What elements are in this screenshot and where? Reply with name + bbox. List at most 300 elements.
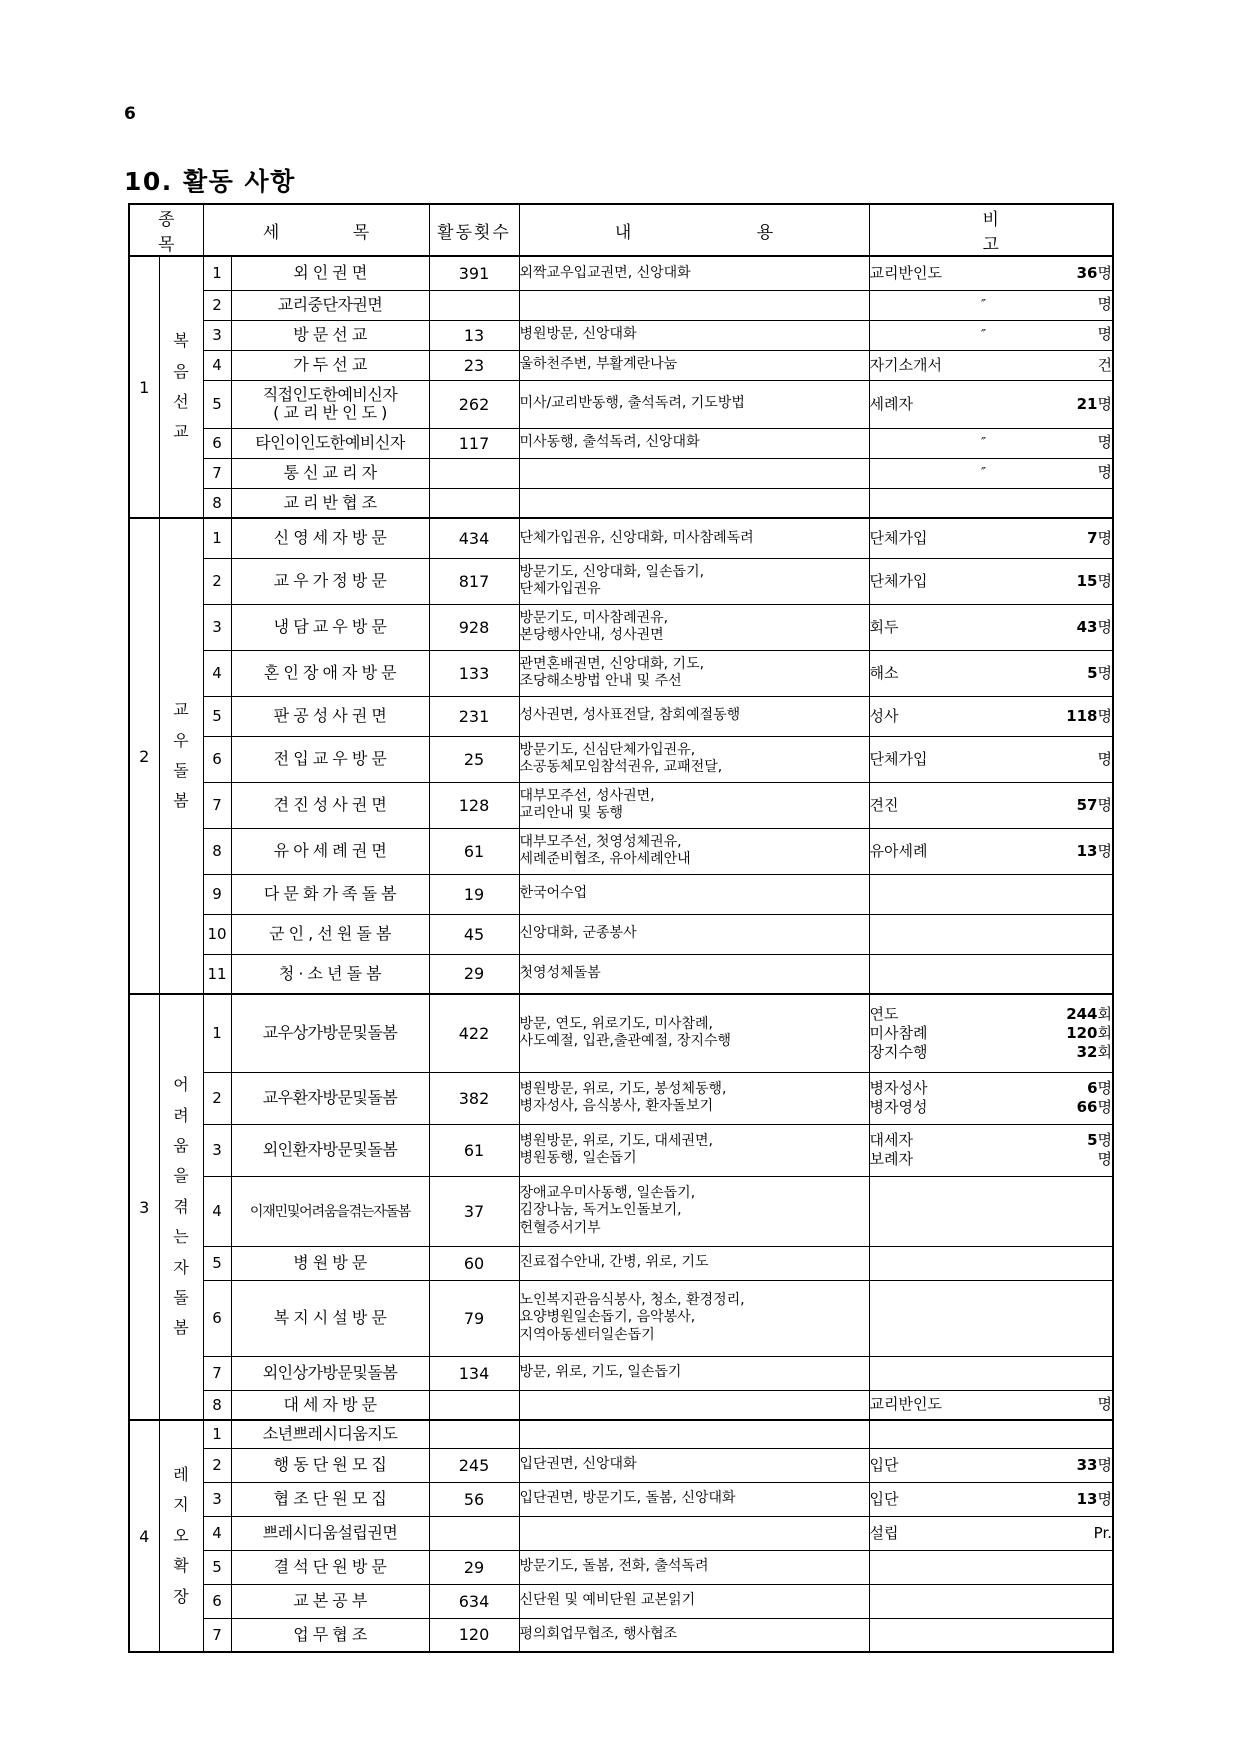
row-item-name: 직접인도한예비신자 ( 교 리 반 인 도 ) (231, 380, 429, 428)
row-note (869, 782, 1113, 828)
note-label: 성사 (869, 706, 899, 725)
row-detail: 병원방문, 위로, 기도, 대세권면, 병원동행, 일손돕기 (519, 1124, 869, 1176)
table-row (129, 1124, 1113, 1176)
row-detail (519, 1516, 869, 1550)
row-detail (519, 290, 869, 320)
row-activity-count: 133 (429, 650, 519, 696)
table-row (129, 458, 1113, 488)
note-line (870, 796, 1113, 815)
row-note (869, 696, 1113, 736)
row-number: 8 (203, 828, 231, 874)
row-number: 9 (203, 874, 231, 914)
table-row (129, 1246, 1113, 1280)
note-ditto-mark: ″ (981, 436, 986, 452)
group-category-label: 교 우 돌 봄 (173, 700, 189, 811)
table-row (129, 604, 1113, 650)
row-number: 7 (203, 1618, 231, 1652)
row-item-name: 대 세 자 방 문 (231, 1390, 429, 1420)
row-number: 4 (203, 350, 231, 380)
row-item-name: 외 인 권 면 (231, 256, 429, 290)
row-activity-count: 928 (429, 604, 519, 650)
row-number: 6 (203, 428, 231, 458)
group-category-label: 어 려 움 을 겪 는 자 돌 봄 (173, 1075, 189, 1338)
note-line (870, 1456, 1113, 1475)
row-note (869, 428, 1113, 458)
row-number: 4 (203, 1176, 231, 1246)
row-detail (519, 1390, 869, 1420)
row-activity-count: 61 (429, 828, 519, 874)
row-activity-count: 434 (429, 518, 519, 558)
row-detail: 단체가입권유, 신앙대화, 미사참례독려 (519, 518, 869, 558)
row-item-name: 타인이인도한예비신자 (231, 428, 429, 458)
note-value: 118명 (1066, 706, 1112, 725)
table-row (129, 696, 1113, 736)
group-number: 2 (129, 518, 159, 994)
row-item-name: 교 본 공 부 (231, 1584, 429, 1618)
note-label: 견진 (869, 795, 899, 814)
row-detail: 방문기도, 신앙대화, 일손돕기, 단체가입권유 (519, 558, 869, 604)
row-activity-count: 634 (429, 1584, 519, 1618)
table-row (129, 1390, 1113, 1420)
note-label: 교리반인도 (869, 1395, 942, 1414)
row-item-name: 협 조 단 원 모 집 (231, 1482, 429, 1516)
group-category (159, 518, 203, 994)
row-detail: 입단권면, 신앙대화 (519, 1448, 869, 1482)
row-number: 1 (203, 518, 231, 558)
row-detail (519, 1420, 869, 1448)
row-note (869, 1246, 1113, 1280)
row-activity-count: 128 (429, 782, 519, 828)
note-label: 회두 (869, 617, 899, 636)
row-note (869, 290, 1113, 320)
note-value: 명 (1097, 1150, 1112, 1168)
note-value: 명 (1097, 1395, 1112, 1414)
note-label: 자기소개서 (869, 355, 942, 374)
row-detail: 노인복지관음식봉사, 청소, 환경정리, 요양병원일손돕기, 음악봉사, 지역아동센터일손돕기 (519, 1280, 869, 1356)
note-line (870, 1490, 1113, 1509)
row-note (869, 1584, 1113, 1618)
row-item-name: 견 진 성 사 권 면 (231, 782, 429, 828)
row-activity-count (429, 458, 519, 488)
note-line (870, 1005, 1113, 1024)
row-activity-count: 134 (429, 1356, 519, 1390)
row-number: 6 (203, 1584, 231, 1618)
note-ditto-mark: ″ (981, 328, 986, 344)
table-row (129, 1356, 1113, 1390)
table-header (129, 204, 1113, 256)
row-note (869, 914, 1113, 954)
row-detail: 입단권면, 방문기도, 돌봄, 신앙대화 (519, 1482, 869, 1516)
row-number: 3 (203, 1482, 231, 1516)
row-number: 1 (203, 994, 231, 1072)
row-activity-count: 19 (429, 874, 519, 914)
row-detail: 한국어수업 (519, 874, 869, 914)
note-value: 120회 (1066, 1023, 1112, 1042)
row-activity-count: 422 (429, 994, 519, 1072)
note-value: 7명 (1087, 528, 1112, 547)
note-label: 설립 (869, 1523, 899, 1542)
row-note (869, 1618, 1113, 1652)
row-detail: 방문기도, 돌봄, 전화, 출석독려 (519, 1550, 869, 1584)
table-row (129, 1280, 1113, 1356)
row-note (869, 518, 1113, 558)
header-item: 세 목 (203, 204, 429, 256)
note-label: 교리반인도 (869, 263, 942, 282)
row-number: 6 (203, 736, 231, 782)
row-activity-count: 45 (429, 914, 519, 954)
row-number: 3 (203, 320, 231, 350)
note-line (870, 1098, 1113, 1117)
note-value: 5명 (1087, 663, 1112, 682)
row-item-name: 외인상가방문및돌봄 (231, 1356, 429, 1390)
row-item-name: 유 아 세 례 권 면 (231, 828, 429, 874)
row-number: 10 (203, 914, 231, 954)
row-number: 11 (203, 954, 231, 994)
row-activity-count: 29 (429, 1550, 519, 1584)
row-note (869, 874, 1113, 914)
note-label: 연도 (869, 1005, 899, 1024)
note-line (870, 664, 1113, 683)
group-number: 1 (129, 256, 159, 518)
note-label: 단체가입 (869, 571, 928, 590)
row-detail: 방문기도, 신심단체가입권유, 소공동체모임참석권유, 교패전달, (519, 736, 869, 782)
row-number: 1 (203, 256, 231, 290)
row-note (869, 1482, 1113, 1516)
row-item-name: 소년쁘레시디움지도 (231, 1420, 429, 1448)
group-category (159, 256, 203, 518)
row-detail: 진료접수안내, 간병, 위로, 기도 (519, 1246, 869, 1280)
row-activity-count: 23 (429, 350, 519, 380)
row-item-name: 가 두 선 교 (231, 350, 429, 380)
note-line (870, 618, 1113, 637)
table-row (129, 1550, 1113, 1584)
note-value: 15명 (1076, 571, 1112, 590)
table-row (129, 1618, 1113, 1652)
row-note (869, 380, 1113, 428)
row-activity-count: 231 (429, 696, 519, 736)
table-row (129, 558, 1113, 604)
note-label: 장지수행 (869, 1042, 928, 1061)
row-item-name: 냉 담 교 우 방 문 (231, 604, 429, 650)
row-note (869, 1390, 1113, 1420)
note-label: 미사참례 (869, 1023, 928, 1042)
page-number: 6 (124, 104, 137, 124)
table-row (129, 290, 1113, 320)
row-note (869, 1176, 1113, 1246)
note-line (870, 295, 1113, 314)
row-number: 5 (203, 1550, 231, 1584)
note-value: 36명 (1076, 263, 1112, 282)
row-detail: 대부모주선, 성사권면, 교리안내 및 동행 (519, 782, 869, 828)
row-item-name: 교 우 가 정 방 문 (231, 558, 429, 604)
row-number: 3 (203, 604, 231, 650)
note-label: 단체가입 (869, 528, 928, 547)
row-activity-count: 120 (429, 1618, 519, 1652)
row-detail: 미사동행, 출석독려, 신앙대화 (519, 428, 869, 458)
row-detail (519, 458, 869, 488)
row-number: 7 (203, 1356, 231, 1390)
row-detail: 평의회업무협조, 행사협조 (519, 1618, 869, 1652)
row-note (869, 1448, 1113, 1482)
row-note (869, 954, 1113, 994)
row-activity-count (429, 1420, 519, 1448)
row-activity-count: 117 (429, 428, 519, 458)
row-note (869, 1356, 1113, 1390)
note-label: 단체가입 (869, 749, 928, 768)
row-number: 8 (203, 1390, 231, 1420)
row-note (869, 1280, 1113, 1356)
page-title: 10. 활동 사항 (124, 167, 296, 196)
row-number: 5 (203, 1246, 231, 1280)
row-detail: 울하천주변, 부활계란나눔 (519, 350, 869, 380)
table-row (129, 350, 1113, 380)
row-item-name: 쁘레시디움설립권면 (231, 1516, 429, 1550)
note-value: 244회 (1066, 1005, 1112, 1024)
header-note: 비 고 (869, 204, 1113, 256)
row-note (869, 350, 1113, 380)
group-category (159, 1420, 203, 1652)
row-note (869, 1124, 1113, 1176)
table-row (129, 1516, 1113, 1550)
row-detail: 관면혼배권면, 신앙대화, 기도, 조당해소방법 안내 및 주선 (519, 650, 869, 696)
row-number: 7 (203, 458, 231, 488)
row-detail: 방문, 위로, 기도, 일손돕기 (519, 1356, 869, 1390)
row-item-name: 복 지 시 설 방 문 (231, 1280, 429, 1356)
note-line (870, 1079, 1113, 1098)
note-value: 명 (1097, 749, 1112, 768)
row-detail: 대부모주선, 첫영성체권유, 세례준비협조, 유아세례안내 (519, 828, 869, 874)
note-line (870, 1150, 1113, 1169)
row-note (869, 488, 1113, 518)
row-item-name: 업 무 협 조 (231, 1618, 429, 1652)
note-value: 32회 (1076, 1042, 1112, 1061)
activity-table (128, 203, 1114, 1653)
row-number: 1 (203, 1420, 231, 1448)
note-label: 보례자 (869, 1150, 913, 1168)
table-row (129, 1072, 1113, 1124)
table-row (129, 320, 1113, 350)
note-unit: 명 (1097, 433, 1112, 452)
row-detail: 병원방문, 신앙대화 (519, 320, 869, 350)
row-item-name: 교우환자방문및돌봄 (231, 1072, 429, 1124)
note-unit: 명 (1097, 325, 1112, 344)
table-row (129, 914, 1113, 954)
row-item-name: 이재민및어려움을겪는자돌봄 (231, 1176, 429, 1246)
table-row (129, 1176, 1113, 1246)
table-row (129, 650, 1113, 696)
row-note (869, 256, 1113, 290)
row-detail: 신단원 및 예비단원 교본읽기 (519, 1584, 869, 1618)
row-item-name: 교 리 반 협 조 (231, 488, 429, 518)
row-item-name: 방 문 선 교 (231, 320, 429, 350)
group-category-label: 레 지 오 확 장 (173, 1465, 189, 1606)
table-row (129, 994, 1113, 1072)
note-line (870, 325, 1113, 344)
header-detail: 내 용 (519, 204, 869, 256)
row-note (869, 558, 1113, 604)
note-line (870, 1043, 1113, 1062)
row-number: 7 (203, 782, 231, 828)
row-item-name: 판 공 성 사 권 면 (231, 696, 429, 736)
row-item-name: 행 동 단 원 모 집 (231, 1448, 429, 1482)
row-detail: 신앙대화, 군종봉사 (519, 914, 869, 954)
group-number: 3 (129, 994, 159, 1420)
note-label: 세례자 (869, 394, 913, 413)
note-line (870, 1131, 1113, 1150)
row-number: 2 (203, 1448, 231, 1482)
row-activity-count: 391 (429, 256, 519, 290)
note-label: 병자영성 (869, 1098, 928, 1116)
table-row (129, 380, 1113, 428)
table-row (129, 1584, 1113, 1618)
row-activity-count: 37 (429, 1176, 519, 1246)
note-value: 57명 (1076, 795, 1112, 814)
note-label: 대세자 (869, 1131, 913, 1150)
table-row (129, 1448, 1113, 1482)
row-note (869, 1550, 1113, 1584)
row-note (869, 1420, 1113, 1448)
row-item-name: 교우상가방문및돌봄 (231, 994, 429, 1072)
note-line (870, 356, 1113, 375)
row-note (869, 828, 1113, 874)
note-label: 입단 (869, 1455, 899, 1474)
row-number: 8 (203, 488, 231, 518)
note-line (870, 707, 1113, 726)
table-row (129, 488, 1113, 518)
row-item-name: 병 원 방 문 (231, 1246, 429, 1280)
row-number: 4 (203, 1516, 231, 1550)
table-header-row (129, 204, 1113, 256)
table-row (129, 1420, 1113, 1448)
row-item-name: 통 신 교 리 자 (231, 458, 429, 488)
row-note (869, 736, 1113, 782)
row-note (869, 650, 1113, 696)
table-body (129, 256, 1113, 1652)
table-row (129, 736, 1113, 782)
note-line (870, 395, 1113, 414)
row-number: 4 (203, 650, 231, 696)
row-note (869, 458, 1113, 488)
row-note (869, 604, 1113, 650)
row-number: 6 (203, 1280, 231, 1356)
table-row (129, 256, 1113, 290)
row-activity-count: 382 (429, 1072, 519, 1124)
row-detail: 첫영성체돌봄 (519, 954, 869, 994)
note-unit: 명 (1097, 295, 1112, 314)
note-line (870, 1524, 1113, 1543)
note-line (870, 842, 1113, 861)
note-unit: 명 (1097, 463, 1112, 482)
table-row (129, 1482, 1113, 1516)
row-activity-count: 262 (429, 380, 519, 428)
note-line (870, 1024, 1113, 1043)
row-note (869, 994, 1113, 1072)
note-value: 33명 (1076, 1455, 1112, 1474)
row-activity-count: 79 (429, 1280, 519, 1356)
row-item-name: 교리중단자권면 (231, 290, 429, 320)
note-value: 21명 (1076, 394, 1112, 413)
note-line (870, 264, 1113, 283)
row-detail: 외짝교우입교권면, 신앙대화 (519, 256, 869, 290)
group-number: 4 (129, 1420, 159, 1652)
header-group: 종 목 (129, 204, 203, 256)
row-detail: 미사/교리반동행, 출석독려, 기도방법 (519, 380, 869, 428)
row-activity-count: 13 (429, 320, 519, 350)
group-category (159, 994, 203, 1420)
header-count: 활동횟수 (429, 204, 519, 256)
note-value: 13명 (1076, 1489, 1112, 1508)
row-note (869, 1516, 1113, 1550)
row-detail: 병원방문, 위로, 기도, 봉성체동행, 병자성사, 음식봉사, 환자돌보기 (519, 1072, 869, 1124)
row-activity-count: 61 (429, 1124, 519, 1176)
note-ditto-mark: ″ (981, 466, 986, 482)
note-value: 43명 (1076, 617, 1112, 636)
table-row (129, 782, 1113, 828)
row-number: 5 (203, 696, 231, 736)
row-detail (519, 488, 869, 518)
row-item-name: 혼 인 장 애 자 방 문 (231, 650, 429, 696)
row-activity-count: 60 (429, 1246, 519, 1280)
row-note (869, 1072, 1113, 1124)
row-item-name: 결 석 단 원 방 문 (231, 1550, 429, 1584)
row-activity-count: 25 (429, 736, 519, 782)
note-value: 66명 (1076, 1098, 1112, 1116)
row-number: 5 (203, 380, 231, 428)
note-line (870, 572, 1113, 591)
row-item-name: 신 영 세 자 방 문 (231, 518, 429, 558)
note-label: 해소 (869, 663, 899, 682)
row-activity-count: 245 (429, 1448, 519, 1482)
table-row (129, 954, 1113, 994)
row-number: 2 (203, 290, 231, 320)
note-line (870, 1395, 1113, 1414)
note-label: 병자성사 (869, 1079, 928, 1098)
row-number: 3 (203, 1124, 231, 1176)
note-line (870, 750, 1113, 769)
table-row (129, 518, 1113, 558)
row-activity-count (429, 1390, 519, 1420)
row-item-name: 청 · 소 년 돌 봄 (231, 954, 429, 994)
note-value: 5명 (1087, 1131, 1112, 1150)
note-value: 6명 (1087, 1079, 1112, 1098)
group-category-label: 복 음 선 교 (173, 331, 189, 442)
note-line (870, 529, 1113, 548)
row-item-name: 외인환자방문및돌봄 (231, 1124, 429, 1176)
row-note (869, 320, 1113, 350)
note-line (870, 433, 1113, 452)
row-detail: 성사권면, 성사표전달, 참회예절동행 (519, 696, 869, 736)
row-activity-count (429, 488, 519, 518)
table-row (129, 428, 1113, 458)
row-number: 2 (203, 1072, 231, 1124)
note-value: 건 (1097, 355, 1112, 374)
note-line (870, 463, 1113, 482)
row-item-name: 군 인 , 선 원 돌 봄 (231, 914, 429, 954)
row-detail: 방문기도, 미사참례권유, 본당행사안내, 성사권면 (519, 604, 869, 650)
row-item-name: 전 입 교 우 방 문 (231, 736, 429, 782)
row-detail: 방문, 연도, 위로기도, 미사참례, 사도예절, 입관,출관예절, 장지수행 (519, 994, 869, 1072)
note-value: Pr. (1093, 1523, 1112, 1542)
row-activity-count: 56 (429, 1482, 519, 1516)
row-number: 2 (203, 558, 231, 604)
note-value: 13명 (1076, 841, 1112, 860)
note-ditto-mark: ″ (981, 298, 986, 314)
table-row (129, 874, 1113, 914)
row-detail: 장애교우미사동행, 일손돕기, 김장나눔, 독거노인돌보기, 헌혈증서기부 (519, 1176, 869, 1246)
table-row (129, 828, 1113, 874)
row-activity-count (429, 290, 519, 320)
row-activity-count: 817 (429, 558, 519, 604)
